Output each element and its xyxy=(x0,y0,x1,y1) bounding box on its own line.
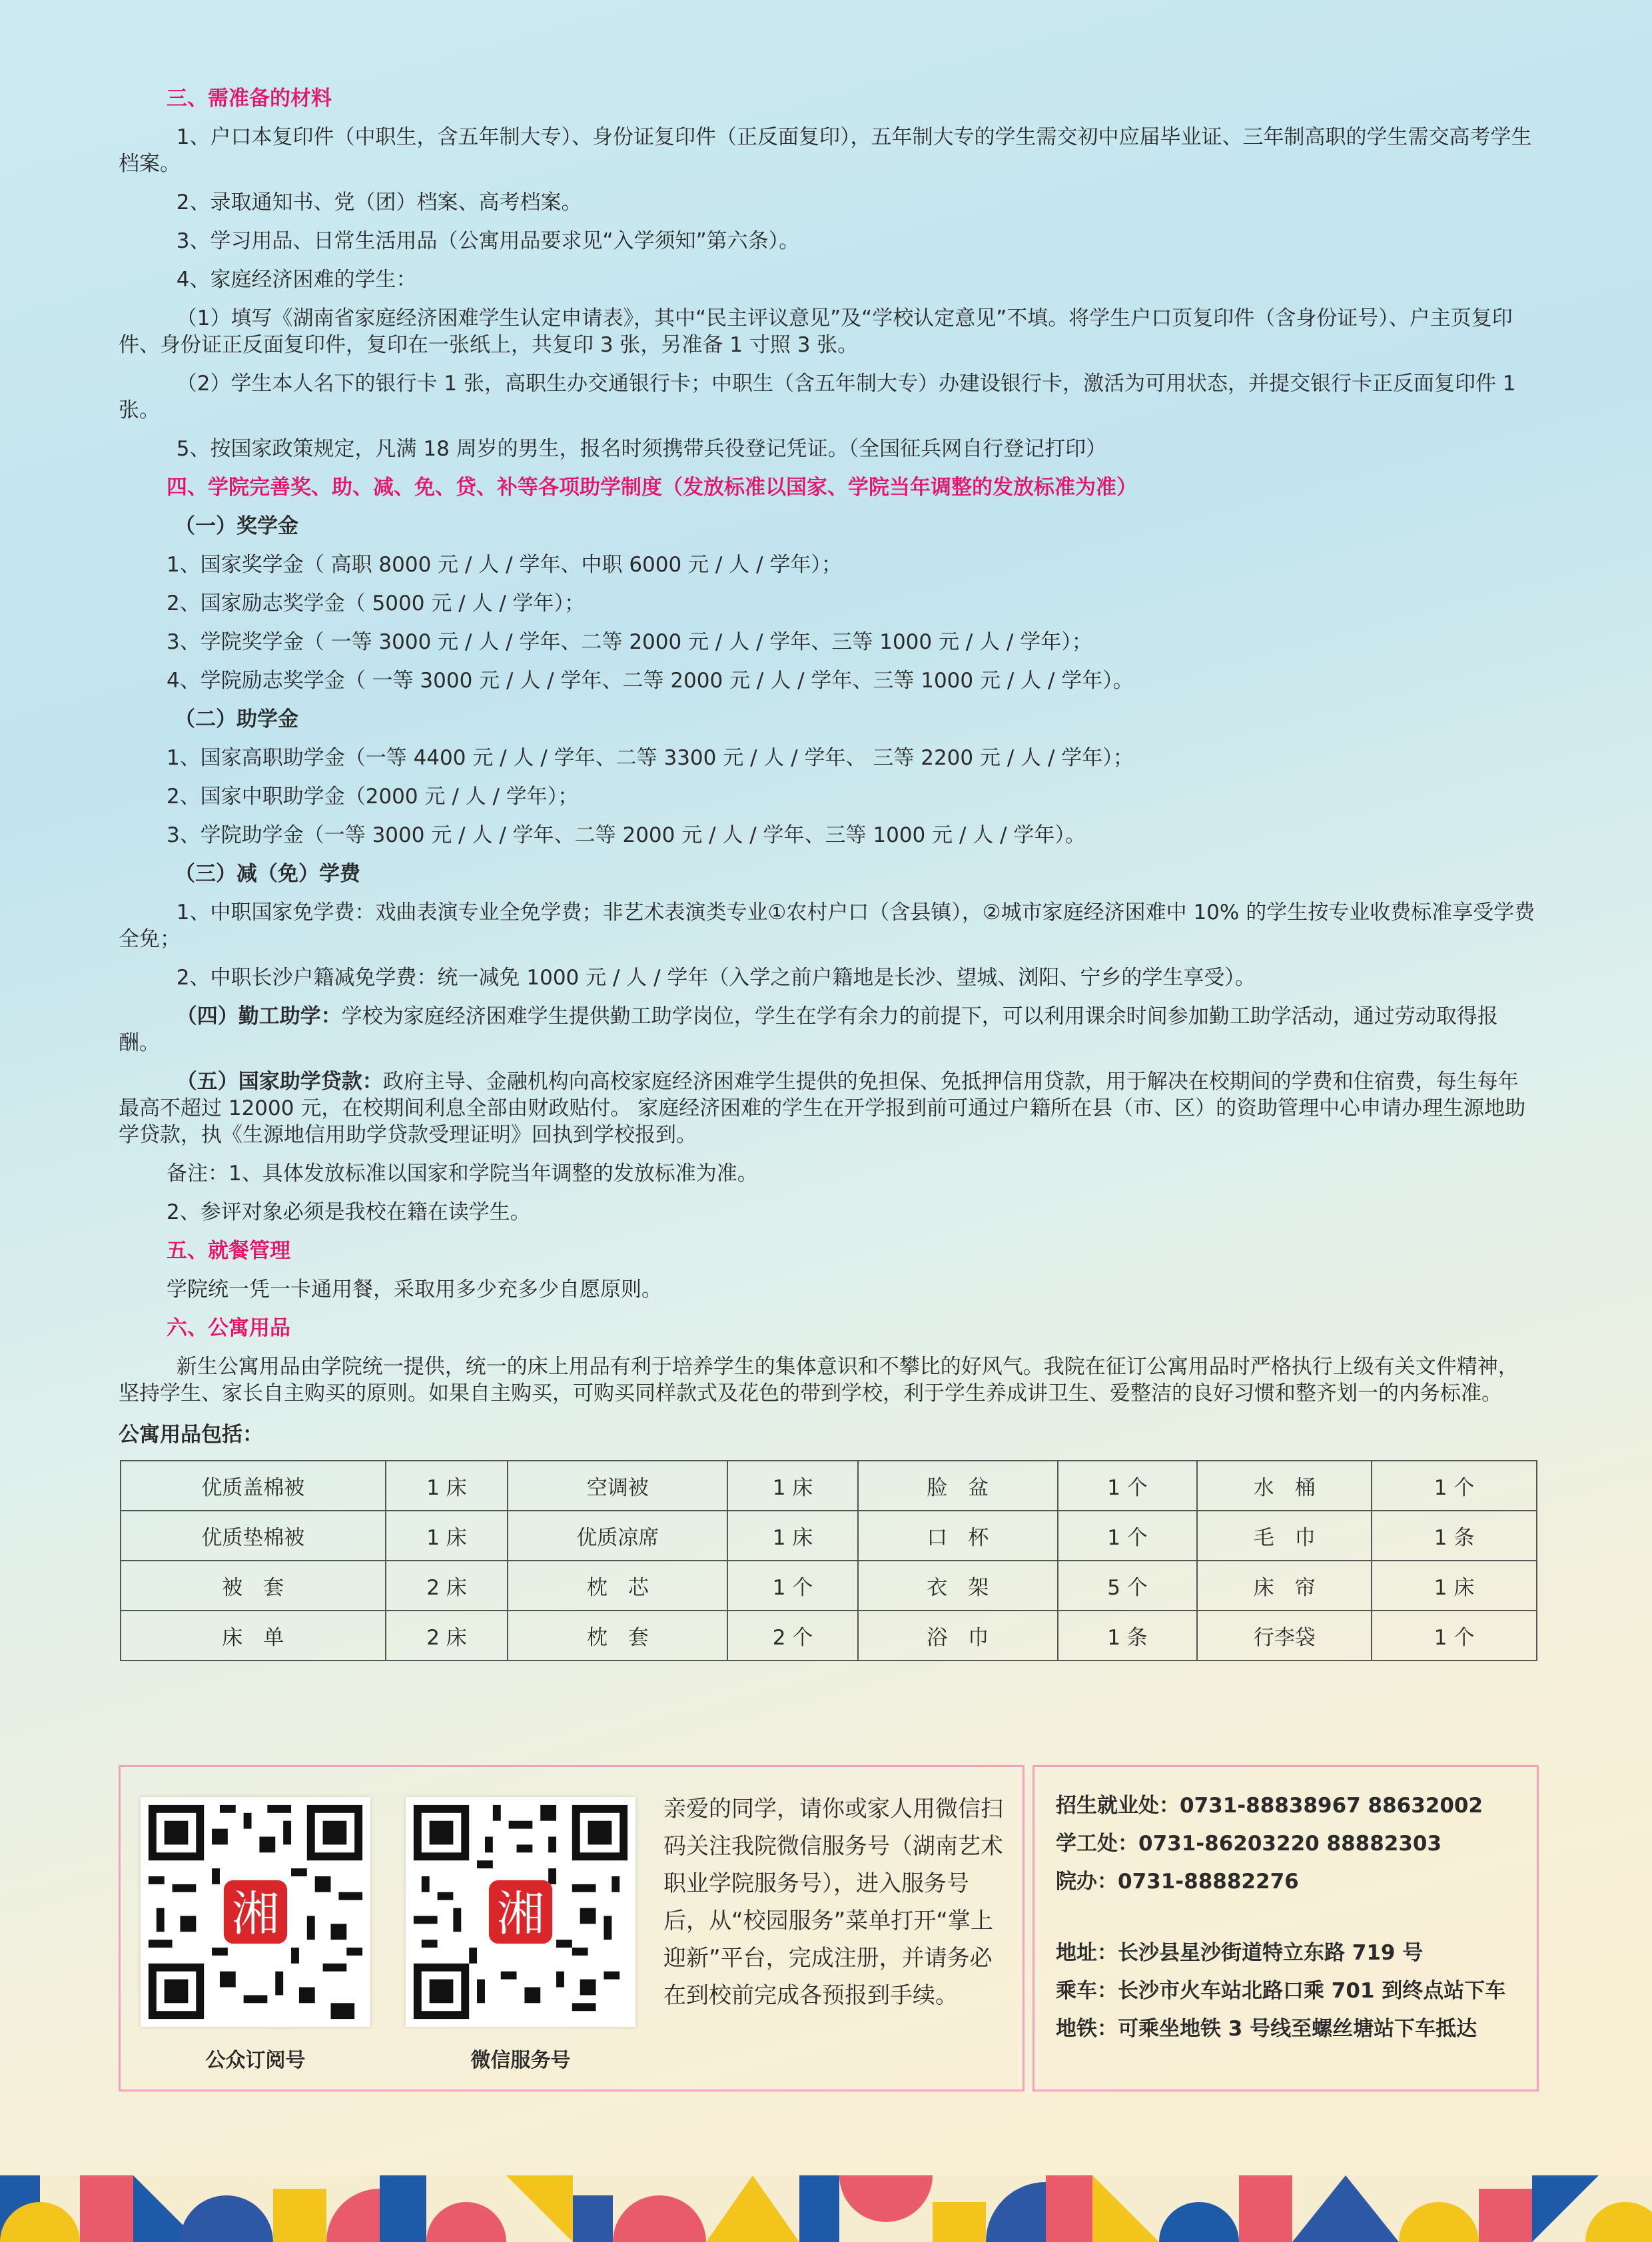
decorative-pattern-band xyxy=(0,2175,1652,2242)
section-heading-dorm: 六、公寓用品 xyxy=(167,1316,290,1340)
materials-item: 5、按国家政策规定，凡满 18 周岁的男生，报名时须携带兵役登记凭证。（全国征兵网自行登记打印） xyxy=(176,437,1107,461)
table-row xyxy=(121,1611,1537,1661)
table-cell: 1 个 xyxy=(727,1561,858,1611)
section-heading-aid: 四、学院完善奖、助、减、免、贷、补等各项助学制度（发放标准以国家、学院当年调整的发放标准为准） xyxy=(167,476,1137,500)
table-cell: 1 床 xyxy=(1372,1561,1537,1611)
work-study-title: （四）勤工助学： xyxy=(176,1004,342,1028)
materials-item: 3、学习用品、日常生活用品（公寓用品要求见“入学须知”第六条）。 xyxy=(176,229,800,253)
contact-box xyxy=(1032,1765,1539,2091)
grant-item: 2、国家中职助学金（2000 元 / 人 / 学年）； xyxy=(167,785,579,809)
table-cell: 被 套 xyxy=(121,1561,386,1611)
table-cell: 优质垫棉被 xyxy=(121,1511,386,1561)
table-cell: 1 条 xyxy=(1372,1511,1537,1561)
scholarship-item: 3、学院奖学金（ 一等 3000 元 / 人 / 学年、二等 2000 元 / 人 / 学年、三等 1000 元 / 人 / 学年）； xyxy=(167,630,1092,654)
qr-logo-text: 湘 xyxy=(231,1886,280,1942)
table-cell: 枕 套 xyxy=(508,1611,727,1661)
qr-logo-text: 湘 xyxy=(496,1886,545,1942)
qr-code-subscription[interactable] xyxy=(141,1797,370,2027)
main-content xyxy=(119,85,1537,1661)
supplies-table xyxy=(120,1460,1537,1661)
table-cell: 优质盖棉被 xyxy=(121,1461,386,1511)
qr-code-icon xyxy=(141,1797,370,2027)
qr-code-service[interactable] xyxy=(406,1797,635,2027)
scholarship-item: 4、学院励志奖学金（ 一等 3000 元 / 人 / 学年、二等 2000 元 / 人 / 学年、三等 1000 元 / 人 / 学年）。 xyxy=(167,669,1134,693)
table-cell: 脸 盆 xyxy=(858,1461,1058,1511)
qr-instructions: 亲爱的同学，请你或家人用微信扫码关注我院微信服务号（湖南艺术职业学院服务号），进入服务号后，从“校园服务”菜单打开“掌上迎新”平台，完成注册，并请务必在到校前完成各预报到手续。 xyxy=(663,1796,1003,2009)
qr-label-subscription: 公众订阅号 xyxy=(205,2049,306,2072)
table-cell: 2 个 xyxy=(727,1611,858,1661)
dorm-text: 新生公寓用品由学院统一提供，统一的床上用品有利于培养学生的集体意识和不攀比的好风气。我院在征订公寓用品时严格执行上级有关文件精神，坚持学生、家长自主购买的原则。如果自主购买，可购买同样款式及花色的带到学校，利于学生养成讲卫生、爱整洁的良好习惯和整齐划一的内务标准。 xyxy=(119,1355,1519,1405)
qr-code-icon xyxy=(406,1797,635,2027)
table-cell: 1 个 xyxy=(1372,1611,1537,1661)
table-cell: 空调被 xyxy=(508,1461,727,1511)
table-cell: 5 个 xyxy=(1058,1561,1198,1611)
table-cell: 1 床 xyxy=(727,1511,858,1561)
table-cell: 床 单 xyxy=(121,1611,386,1661)
metro-line: 地铁：可乘坐地铁 3 号线至螺丝塘站下车抵达 xyxy=(1056,2017,1477,2041)
supplies-list-label: 公寓用品包括： xyxy=(119,1423,263,1447)
table-cell: 1 个 xyxy=(1058,1461,1198,1511)
fee-item: 1、中职国家免学费：戏曲表演专业全免学费；非艺术表演类专业①农村户口（含县镇），②城市家庭经济困难中 10% 的学生按专业收费标准享受学费全免； xyxy=(119,901,1535,951)
qr-label-service: 微信服务号 xyxy=(470,2049,571,2072)
contact-student-affairs: 学工处：0731-86203220 88882303 xyxy=(1056,1832,1442,1856)
scholarship-item: 2、国家励志奖学金（ 5000 元 / 人 / 学年）； xyxy=(167,591,586,615)
table-cell: 1 个 xyxy=(1058,1511,1198,1561)
aid-note: 2、参评对象必须是我校在籍在读学生。 xyxy=(167,1200,531,1224)
table-cell: 枕 芯 xyxy=(508,1561,727,1611)
materials-item: 4、家庭经济困难的学生： xyxy=(176,268,417,292)
table-cell: 衣 架 xyxy=(858,1561,1058,1611)
table-cell: 1 个 xyxy=(1372,1461,1537,1511)
table-row xyxy=(121,1461,1537,1511)
table-cell: 1 床 xyxy=(727,1461,858,1511)
table-cell: 2 床 xyxy=(386,1561,508,1611)
table-row xyxy=(121,1511,1537,1561)
materials-item: （1）填写《湖南省家庭经济困难学生认定申请表》，其中“民主评议意见”及“学校认定意见”不填。将学生户口页复印件（含身份证号）、户主页复印件、身份证正反面复印件，复印在一张纸上，共复印 3 张，另准备 1 寸照 3 张。 xyxy=(119,306,1513,357)
grant-title: （二）助学金 xyxy=(175,707,298,731)
table-cell: 优质凉席 xyxy=(508,1511,727,1561)
loan-paragraph xyxy=(119,1068,1537,1148)
materials-item: 1、户口本复印件（中职生，含五年制大专）、身份证复印件（正反面复印），五年制大专的学生需交初中应届毕业证、三年制高职的学生需交高考学生档案。 xyxy=(119,125,1532,176)
materials-item: 2、录取通知书、党（团）档案、高考档案。 xyxy=(176,190,582,214)
contact-office: 院办：0731-88882276 xyxy=(1056,1870,1299,1894)
qr-footer-box xyxy=(119,1765,1025,2091)
table-cell: 毛 巾 xyxy=(1197,1511,1372,1561)
table-cell: 1 条 xyxy=(1058,1611,1198,1661)
loan-title: （五）国家助学贷款： xyxy=(176,1070,383,1094)
table-cell: 行李袋 xyxy=(1197,1611,1372,1661)
fee-item: 2、中职长沙户籍减免学费：统一减免 1000 元 / 人 / 学年（入学之前户籍地是长沙、望城、浏阳、宁乡的学生享受）。 xyxy=(176,966,1256,990)
dining-text: 学院统一凭一卡通用餐，采取用多少充多少自愿原则。 xyxy=(167,1278,662,1302)
grant-item: 1、国家高职助学金（一等 4400 元 / 人 / 学年、二等 3300 元 / 人 / 学年、 三等 2200 元 / 人 / 学年）； xyxy=(167,746,1134,770)
aid-note: 备注：1、具体发放标准以国家和学院当年调整的发放标准为准。 xyxy=(167,1162,758,1186)
section-heading-materials: 三、需准备的材料 xyxy=(167,87,332,111)
scholarship-title: （一）奖学金 xyxy=(175,514,298,538)
table-row xyxy=(121,1561,1537,1611)
table-cell: 1 床 xyxy=(386,1461,508,1511)
contact-admissions: 招生就业处：0731-88838967 88632002 xyxy=(1056,1794,1483,1818)
table-cell: 口 杯 xyxy=(858,1511,1058,1561)
section-heading-dining: 五、就餐管理 xyxy=(167,1239,290,1263)
table-cell: 水 桶 xyxy=(1197,1461,1372,1511)
table-cell: 浴 巾 xyxy=(858,1611,1058,1661)
table-cell: 1 床 xyxy=(386,1511,508,1561)
address-line: 地址：长沙县星沙街道特立东路 719 号 xyxy=(1056,1941,1424,1965)
work-study-text: 学校为家庭经济困难学生提供勤工助学岗位，学生在学有余力的前提下，可以利用课余时间参加勤工助学活动，通过劳动取得报酬。 xyxy=(119,1004,1498,1055)
scholarship-item: 1、国家奖学金（ 高职 8000 元 / 人 / 学年、中职 6000 元 / 人 / 学年）； xyxy=(167,553,842,577)
loan-text: 政府主导、金融机构向高校家庭经济困难学生提供的免担保、免抵押信用贷款，用于解决在校期间的学费和住宿费，每生每年最高不超过 12000 元，在校期间利息全部由财政贴付。 家庭经济困难的学生在开学报到前可通过户籍所在县（市、区）的资助管理中心申请办理生源地助学贷款，执《生源地信用助学贷款受理证明》回执到学校报到。 xyxy=(119,1070,1526,1147)
work-study-paragraph xyxy=(119,1003,1537,1056)
table-cell: 床 帘 xyxy=(1197,1561,1372,1611)
grant-item: 3、学院助学金（一等 3000 元 / 人 / 学年、二等 2000 元 / 人 / 学年、三等 1000 元 / 人 / 学年）。 xyxy=(167,823,1086,847)
table-cell: 2 床 xyxy=(386,1611,508,1661)
bus-line: 乘车：长沙市火车站北路口乘 701 到终点站下车 xyxy=(1056,1979,1506,2003)
materials-item: （2）学生本人名下的银行卡 1 张，高职生办交通银行卡；中职生（含五年制大专）办建设银行卡，激活为可用状态，并提交银行卡正反面复印件 1 张。 xyxy=(119,372,1516,422)
fee-title: （三）减（免）学费 xyxy=(175,862,360,886)
